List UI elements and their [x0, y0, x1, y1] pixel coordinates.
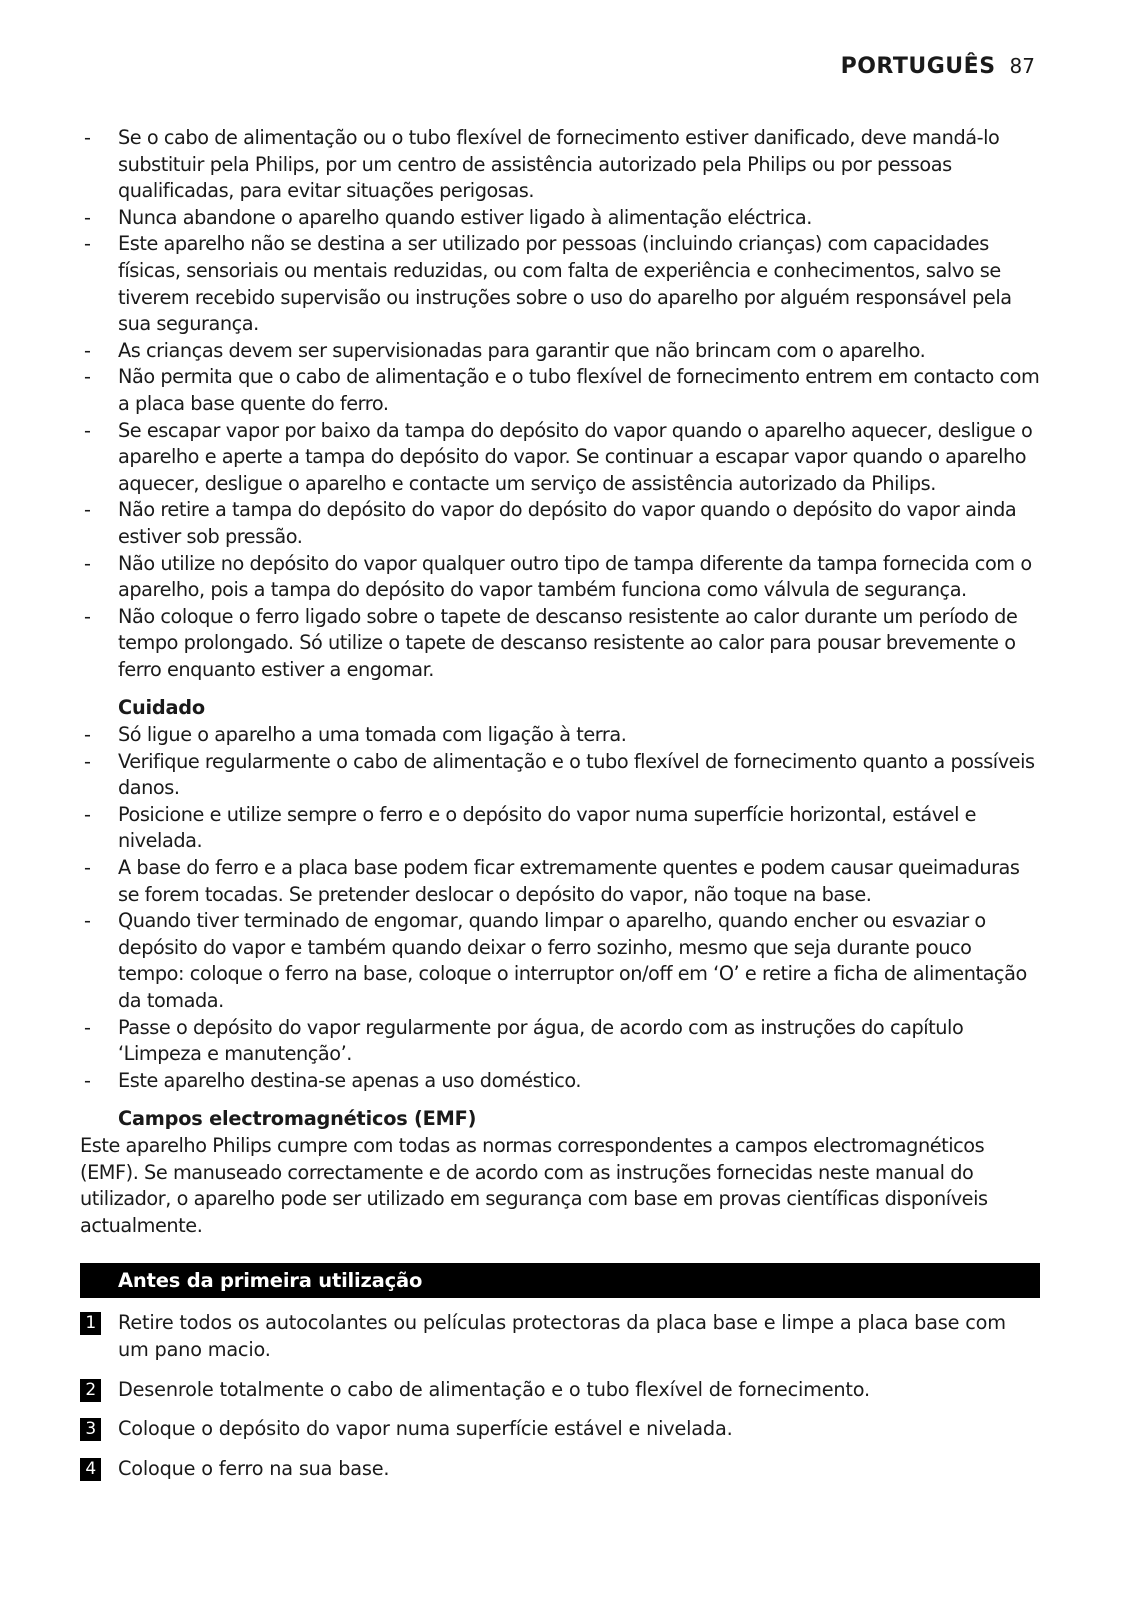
list-item: - As crianças devem ser supervisionadas para garantir que não brincam com o aparelho. — [80, 338, 1040, 365]
language-label: PORTUGUÊS — [840, 54, 996, 79]
step-item — [80, 1377, 1040, 1404]
list-item: - Este aparelho não se destina a ser utilizado por pessoas (incluindo crianças) com capacidades físicas, sensoriais ou mentais reduzidas, ou com falta de experiência e conhecimentos, salvo se tiverem recebido supervisão ou instruções sobre o uso do aparelho por alguém responsável pela sua segurança. — [80, 231, 1040, 337]
step-text: Desenrole totalmente o cabo de alimentação e o tubo flexível de fornecimento. — [118, 1377, 870, 1401]
warnings-list — [80, 125, 1040, 683]
list-item: - Se o cabo de alimentação ou o tubo flexível de fornecimento estiver danificado, deve mandá-lo substituir pela Philips, por um centro de assistência autorizado pela Philips ou por pessoas qualificadas, para evitar situações perigosas. — [80, 125, 1040, 205]
page-header — [841, 54, 1035, 79]
page-number: 87 — [1009, 54, 1035, 78]
steps-list — [80, 1310, 1040, 1482]
step-number: 2 — [80, 1379, 101, 1402]
step-text: Retire todos os autocolantes ou películas protectoras da placa base e limpe a placa base com um pano macio. — [118, 1311, 1006, 1361]
caution-heading: Cuidado — [118, 696, 205, 720]
list-item: - Não retire a tampa do depósito do vapor do depósito do vapor quando o depósito do vapor ainda estiver sob pressão. — [80, 497, 1040, 550]
step-number: 1 — [80, 1312, 101, 1335]
step-item — [80, 1416, 1040, 1443]
list-item: - Se escapar vapor por baixo da tampa do depósito do vapor quando o aparelho aquecer, desligue o aparelho e aperte a tampa do depósito do vapor. Se continuar a escapar vapor quando o aparelho aquecer, desligue o aparelho e contacte um serviço de assistência autorizado da Philips. — [80, 418, 1040, 498]
step-number: 4 — [80, 1458, 101, 1481]
emf-paragraph: Este aparelho Philips cumpre com todas as normas correspondentes a campos electromagnéticos (EMF). Se manuseado correctamente e de acordo com as instruções fornecidas neste manual do utilizador, o aparelho pode ser utilizado em segurança com base em provas científicas disponíveis actualmente. — [80, 1133, 988, 1237]
page-content — [80, 125, 1040, 1495]
list-item: - Verifique regularmente o cabo de alimentação e o tubo flexível de fornecimento quanto a possíveis danos. — [80, 749, 1040, 802]
section-heading-bar: Antes da primeira utilização — [80, 1263, 1040, 1298]
list-item: - Posicione e utilize sempre o ferro e o depósito do vapor numa superfície horizontal, estável e nivelada. — [80, 802, 1040, 855]
list-item: - Nunca abandone o aparelho quando estiver ligado à alimentação eléctrica. — [80, 205, 1040, 232]
list-item: - Não permita que o cabo de alimentação e o tubo flexível de fornecimento entrem em contacto com a placa base quente do ferro. — [80, 364, 1040, 417]
step-number: 3 — [80, 1418, 101, 1441]
step-text: Coloque o depósito do vapor numa superfície estável e nivelada. — [118, 1417, 733, 1441]
list-item: - Não coloque o ferro ligado sobre o tapete de descanso resistente ao calor durante um período de tempo prolongado. Só utilize o tapete de descanso resistente ao calor para pousar brevemente o ferro enquanto estiver a engomar. — [80, 604, 1040, 684]
step-text: Coloque o ferro na sua base. — [118, 1456, 390, 1480]
list-item: - Não utilize no depósito do vapor qualquer outro tipo de tampa diferente da tampa fornecida com o aparelho, pois a tampa do depósito do vapor também funciona como válvula de segurança. — [80, 551, 1040, 604]
list-item: - Passe o depósito do vapor regularmente por água, de acordo com as instruções do capítulo ‘Limpeza e manutenção’. — [80, 1015, 1040, 1068]
step-item — [80, 1456, 1040, 1483]
emf-heading: Campos electromagnéticos (EMF) — [118, 1107, 477, 1131]
list-item: - Este aparelho destina-se apenas a uso doméstico. — [80, 1068, 1040, 1095]
list-item: - Só ligue o aparelho a uma tomada com ligação à terra. — [80, 722, 1040, 749]
step-item — [80, 1310, 1040, 1363]
list-item: - A base do ferro e a placa base podem ficar extremamente quentes e podem causar queimaduras se forem tocadas. Se pretender deslocar o depósito do vapor, não toque na base. — [80, 855, 1040, 908]
caution-list — [80, 722, 1040, 1094]
list-item: - Quando tiver terminado de engomar, quando limpar o aparelho, quando encher ou esvaziar o depósito do vapor e também quando deixar o ferro sozinho, mesmo que seja durante pouco tempo: coloque o ferro na base, coloque o interruptor on/off em ‘O’ e retire a ficha de alimentação da tomada. — [80, 908, 1040, 1014]
